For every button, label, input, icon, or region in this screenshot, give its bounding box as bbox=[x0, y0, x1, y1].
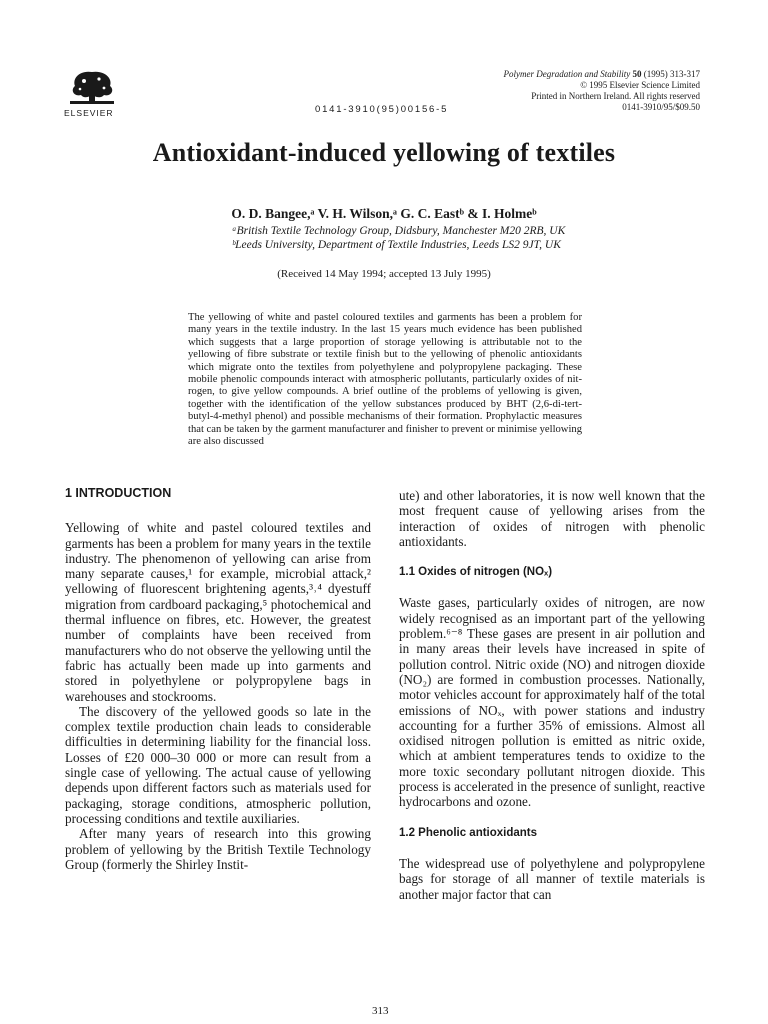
subsection-heading-nox: 1.1 Oxides of nitrogen (NOₓ) bbox=[399, 566, 553, 579]
elsevier-tree-icon bbox=[66, 66, 118, 106]
paragraph: The discovery of the yellowed goods so late in the complex textile production chain leads to considerable difficulties in determining liability for the financial loss. Losses of £20 000–30 000 or more can result from a single case of yellowing. The actual cause of yellowing depends upon different factors such as materials used for packaging, storage conditions, atmospheric pollution, processing conditions and textile auxiliaries. bbox=[65, 703, 371, 826]
section-heading-introduction: 1 INTRODUCTION bbox=[65, 486, 172, 500]
affiliations bbox=[232, 224, 565, 252]
received-date: (Received 14 May 1994; accepted 13 July 1995) bbox=[277, 268, 491, 280]
column-right bbox=[399, 488, 705, 902]
publisher-logo bbox=[64, 66, 120, 118]
paragraph: Waste gases, particularly oxides of nitrogen, are now widely recognised as an important part of the yellowing problem.⁶⁻⁸ These gases are present in air pollution and in many areas their levels have increased in spite of pollution control. Nitric oxide (NO) and nitrogen dioxide (NO₂) are formed in combustion processes. Nationally, motor vehicles account for approximately half of the total emissions of NOₓ, with power stations and industry accounting for a further 35% of emissions. Almost all oxidised nitrogen pollution is emitted as nitric oxide, which at ambient temperatures tends to oxidize to the more toxic secondary pollutant nitrogen dioxide. This process is accelerated in the presence of sunlight, reactive hydrocarbons and ozone. bbox=[399, 595, 705, 810]
paragraph: After many years of research into this growing problem of yellowing by the British Textile Technology Group (formerly the Shirley Instit- bbox=[65, 826, 371, 872]
abstract: The yellowing of white and pastel coloured textiles and garments has been a problem for many years in the textile industry. In the last 15 years much evidence has been published which suggests that a large proportion of storage yellowing is attributable not to the yellowing of fibre substrate or textile finish but to the yellowing of phenolic antioxidants which migrate onto the textiles from polyethylene and polypropylene packaging. These mobile phenolic compounds interact with atmospheric pollutants, particularly oxides of nitrogen, to give yellow compounds. A brief outline of the problems of yellowing is given, together with the identification of the yellow substances produced by BHT (2,6-di-tert-butyl-4-methyl phenol) and possible mechanisms of their formation. Prophylactic measures that can be taken by the garment manufacturer and finisher to prevent or minimise yellowing are also discussed bbox=[188, 312, 582, 448]
affiliation-b: ᵇLeeds University, Department of Textile Industries, Leeds LS2 9JT, UK bbox=[232, 239, 561, 251]
page-number: 313 bbox=[372, 1005, 389, 1017]
journal-info bbox=[504, 69, 700, 113]
affiliation-a: ᵃBritish Textile Technology Group, Didsbury, Manchester M20 2RB, UK bbox=[232, 225, 566, 237]
paragraph: ute) and other laboratories, it is now well known that the most frequent cause of yellowing arises from the interaction of oxides of nitrogen with phenolic antioxidants. bbox=[399, 488, 705, 549]
printed-line: Printed in Northern Ireland. All rights reserved bbox=[531, 91, 700, 101]
copyright-line: © 1995 Elsevier Science Limited bbox=[580, 80, 700, 90]
column-left bbox=[65, 486, 371, 872]
paragraph: The widespread use of polyethylene and polypropylene bags for storage of all manner of textile materials is another major factor that can bbox=[399, 855, 705, 902]
publisher-name: ELSEVIER bbox=[64, 108, 114, 118]
journal-citation: Polymer Degradation and Stability 50 (1995) 313-317 bbox=[503, 69, 700, 79]
paper-title: Antioxidant-induced yellowing of textiles bbox=[152, 138, 616, 167]
issn-price: 0141-3910/95/$09.50 bbox=[622, 102, 700, 112]
paragraph: Yellowing of white and pastel coloured textiles and garments has been a problem for many years in the textile industry. The phenomenon of yellowing can arise from many separate causes,¹ for example, microbial attack,² yellowing of fluorescent brightening agents,³˒⁴ dyestuff migration from cardboard packaging,⁵ photochemical and thermal influence on fibres, etc. However, the greatest number of complaints have been received from manufacturers who do not observe the yellowing until the fabric has actually been made up into garments and stored in polyethylene or polypropylene bags in warehouses and stockrooms. bbox=[65, 520, 371, 704]
author-list: O. D. Bangee,ᵃ V. H. Wilson,ᵃ G. C. Eastᵇ & I. Holmeᵇ bbox=[231, 206, 537, 221]
subsection-heading-phenolic: 1.2 Phenolic antioxidants bbox=[399, 826, 538, 839]
doi: 0141-3910(95)00156-5 bbox=[315, 104, 449, 115]
